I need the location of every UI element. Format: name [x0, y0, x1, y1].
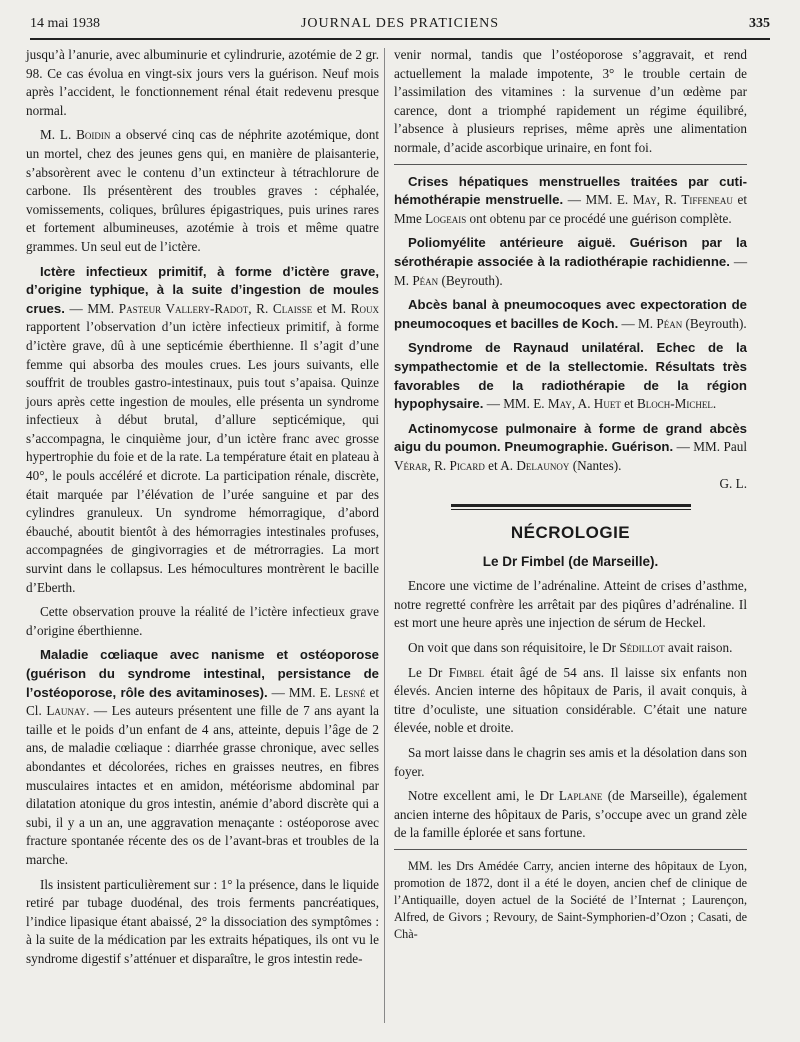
article-title: Ictère infectieux primitif, à forme d’ictère grave, d’origine typhique, à la suite d’ingestion de moules crues.: [26, 263, 379, 316]
author-name: Delaunoy: [516, 457, 570, 473]
article-entry: [394, 173, 747, 229]
page-header: [30, 14, 770, 40]
article-title: Maladie cœliaque avec nanisme et ostéoporose (guérison du syndrome intestinal, persistance de l’ostéoporose, rôle des avitaminoses).: [26, 647, 379, 700]
paragraph: Ils insistent particulièrement sur : 1° la présence, dans le liquide retiré par tubage duodénal, des trois ferments pancréatiques, l’indice lipasique étant abaissé, 2° la dissociation des symptômes : à la suite de la médication par les extraits hépatiques, ils ont vu le syndrome digestif s’atténuer et disparaître, le gros intestin rede-: [26, 876, 379, 966]
text: .: [712, 396, 717, 412]
text: avait raison.: [664, 640, 733, 656]
text: et Cl.: [26, 684, 379, 719]
section-heading: NÉCROLOGIE: [510, 523, 631, 543]
article-title: Actinomycose pulmonaire à forme de grand abcès aigu du poumon. Pneumographie. Guérison.: [394, 420, 747, 455]
article-title: Abcès banal à pneumocoques avec expectoration de pneumocoques et bacilles de Koch.: [394, 297, 747, 331]
text: et M.: [312, 300, 351, 316]
text: , R.: [248, 300, 273, 316]
right-column: [394, 46, 747, 949]
obituary-title: Le Dr Fimbel (de Marseille).: [482, 553, 659, 569]
author-name: Péan: [412, 272, 439, 288]
paragraph: venir normal, tandis que l’ostéoporose s’aggravait, et rend actuellement la malade impotente, 3° le trouble certain de l’assimilation des vitamines : la survenue d’un œdème par carence, dont a triomphé rapidement un régime équilibré, l’absence à plusieurs reprises, même après une alimentation normale, d’acide ascorbique urinaire, en font foi.: [394, 47, 747, 155]
paragraph: [394, 787, 747, 843]
section-separator: [451, 504, 691, 510]
author-name: Pasteur Vallery-Radot: [118, 300, 249, 316]
text: et A.: [484, 457, 517, 473]
divider: [394, 164, 747, 165]
signature: G. L.: [719, 476, 747, 492]
text: M. L.: [40, 127, 77, 143]
text: Le Dr: [408, 664, 449, 680]
text: rapportent l’observation d’un ictère infectieux primitif, à forme d’ictère grave, dû à une septicémie éberthienne. Il s’agit d’une femme qui absorba des moules crues. Les jours suivants, elle souffrit de troubles gastro-intestinaux, puis tout s’apaisa. Quinze jours après cette ingestion de moules, elle présenta un syndrome infectieux à début brutal, d’allure septicémique, qui s’accompagna, le cinquième jour, d’un ictère franc avec grosse hypertrophie du foie et de la rate. La température était en plateau à 40°, le pouls accéléré et dicrote. La participation rénale, discrète, était marquée par l’élévation de l’urée sanguine et par des cylindres granuleux. Un syndrome hémorragique, d’abord ébauché, aboutit bientôt à des hémorragies intestinales profuses, accompagnées de gingivorragies et de métrorragies. La mort survint dans le collapsus. Les hémocultures montrèrent le bacille d’Eberth.: [26, 319, 379, 595]
paragraph: [394, 664, 747, 738]
article-entry: [394, 420, 747, 476]
author-name: Launay: [46, 703, 87, 719]
article-entry: [26, 646, 379, 869]
text: , R.: [656, 192, 682, 208]
article-title: Crises hépatiques menstruelles traitées par cuti-hémothérapie menstruelle.: [394, 173, 747, 208]
author-name: Logeais: [425, 210, 467, 226]
author-name: Sédillot: [619, 640, 665, 656]
text: — MM. Paul: [673, 439, 747, 455]
text: . — Les auteurs présentent une fille de 7 ans ayant la taille et le poids d’un enfant de 4 ans, atteinte, depuis l’âge de 2 ans, de maladie cœliaque : diarrhée grasse chronique, avec selles abondantes et décolorées, riches en graisses neutres, en fibres musculaires intactes et en amidon, météorisme abdominal par dilatation atonique du gros intestin, anémie d’abord discrète qui a subi, il y a un an, une aggravation menaçante : ostéoporose avec fracture spontanée récente des os de l’avant-bras et troubles de la marche.: [26, 703, 379, 867]
paragraph: Sa mort laisse dans le chagrin ses amis et la désolation dans son foyer.: [394, 745, 747, 779]
text: Notre excellent ami, le Dr: [408, 788, 559, 804]
paragraph: Cette observation prouve la réalité de l’ictère infectieux grave d’origine éberthienne.: [26, 604, 379, 638]
author-name: Roux: [350, 300, 380, 316]
text: (Beyrouth).: [682, 315, 747, 331]
text: et Mme: [394, 192, 748, 226]
author-name: Lesné: [334, 684, 366, 700]
person-name: Fimbel: [448, 664, 485, 680]
paragraph: [394, 639, 747, 658]
text: — MM. E.: [267, 684, 335, 700]
article-title: Syndrome de Raynaud unilatéral. Echec de la sympathectomie et de la stellectomie. Résultats très favorables de la radiothérapie de la région hypophysaire.: [394, 340, 747, 412]
text: (Beyrouth).: [438, 272, 503, 288]
divider: [394, 849, 747, 850]
article-entry: [26, 263, 379, 598]
author-name: Huet: [593, 396, 621, 412]
article-entry: [394, 339, 747, 413]
text: — MM. E.: [563, 192, 633, 208]
text: On voit que dans son réquisitoire, le Dr: [408, 640, 620, 656]
left-column: [26, 46, 379, 975]
article-title: Poliomyélite antérieure aiguë. Guérison par la sérothérapie associée à la radiothérapie rachidienne.: [394, 235, 747, 269]
paragraph: jusqu’à l’anurie, avec albuminurie et cylindrurie, azotémie de 2 gr. 98. Ce cas évolua en vingt-six jours vers la guérison. Neuf mois après l’accident, le fonctionnement rénal était redevenu presque normal.: [26, 47, 379, 118]
page-number: 335: [749, 16, 770, 31]
text: , A.: [571, 396, 594, 412]
author-name: Vérar: [394, 457, 428, 473]
author-name: Tiffeneau: [681, 192, 733, 208]
issue-date: 14 mai 1938: [30, 16, 100, 31]
text: était âgé de 54 ans. Il laisse six enfants non élevés. Ancien interne des hôpitaux de Paris, il avait conquis, à titre d’oculiste, une situation considérable. C’était une nature élevée, noble et droite.: [394, 664, 747, 736]
author-name: Bloch-Michel: [636, 396, 713, 412]
text: — MM.: [64, 300, 119, 316]
text: — MM. E.: [483, 396, 548, 412]
article-entry: [394, 296, 747, 333]
text: , R.: [427, 457, 450, 473]
author-name: May: [547, 396, 572, 412]
author-name: Claisse: [272, 300, 313, 316]
author-name: Péan: [656, 315, 683, 331]
paragraph: MM. les Drs Amédée Carry, ancien interne des hôpitaux de Lyon, promotion de 1872, dont il a été le doyen, ancien chef de clinique de l’Antiquaille, doyen actuel de la Société de l’Internat ; Laurençon, Alfred, de Givors ; Revoury, de Saint-Symphorien-d’Ozon ; Casati, de Chà-: [394, 858, 747, 941]
text: — M.: [394, 253, 747, 288]
text: (de Marseille), également ancien interne des hôpitaux de Paris, s’occupe avec un grand zèle de la famille éplorée et sans fortune.: [394, 788, 748, 841]
text: a observé cinq cas de néphrite azotémique, dont un mortel, chez des jeunes gens qui, en manière de plaisanterie, s’absorèrent avec le contenu d’un extincteur à tétrachlorure de carbone. Ils présentèrent des troubles graves : céphalée, vomissements, coliques, brûlures épigastriques, puis urines rares et fortement albumineuses, azotémie à trois et même quatre grammes. Un seul eut de l’ictère.: [26, 127, 379, 254]
paragraph: Encore une victime de l’adrénaline. Atteint de crises d’asthme, notre regretté confrère les arrêtait par des piqûres d’adrénaline. Il est mort une heure après une injection de sérum de Heckel.: [394, 578, 747, 631]
author-name: May: [632, 192, 657, 208]
author-name: Boidin: [76, 127, 111, 143]
column-divider: [384, 48, 385, 1023]
text: (Nantes).: [569, 457, 622, 473]
person-name: Laplane: [558, 788, 603, 804]
author-name: Picard: [449, 457, 485, 473]
text: ont obtenu par ce procédé une guérison complète.: [466, 210, 732, 226]
journal-title: JOURNAL DES PRATICIENS: [300, 16, 500, 31]
article-entry: [394, 234, 747, 290]
paragraph: [26, 126, 379, 256]
text: — M.: [618, 315, 657, 331]
text: et: [620, 396, 637, 412]
